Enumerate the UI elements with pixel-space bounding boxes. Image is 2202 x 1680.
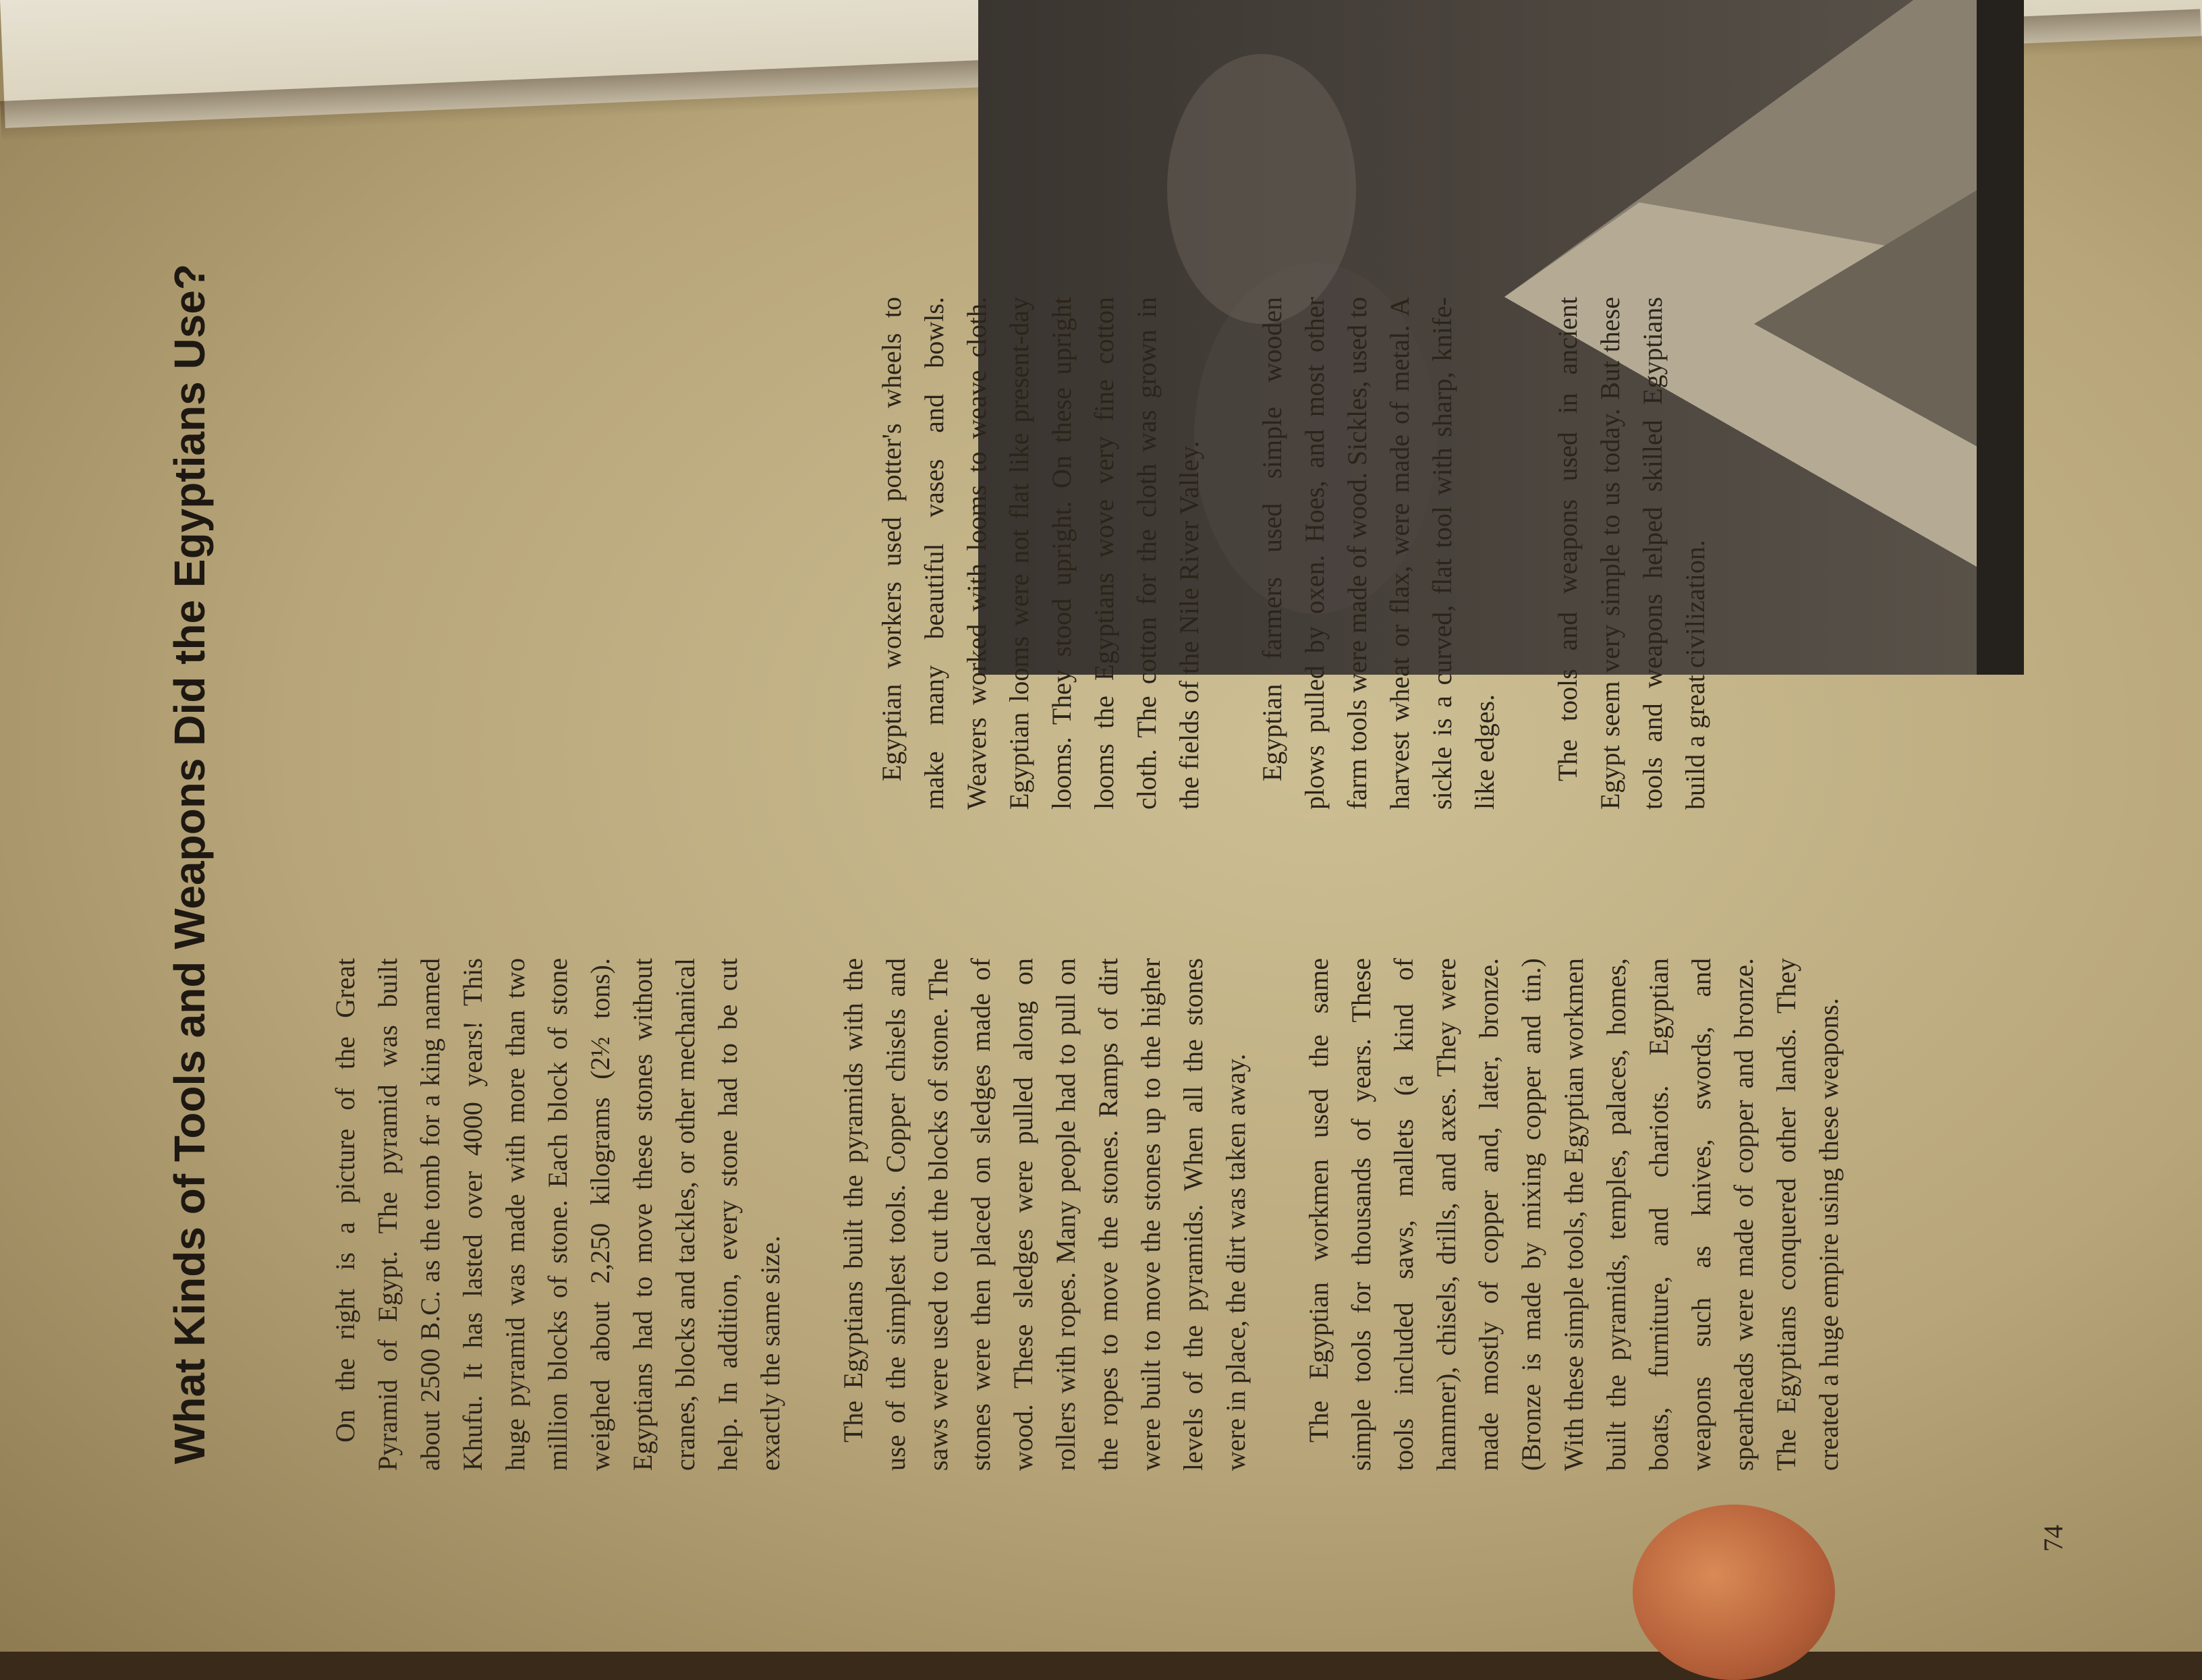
paragraph-farmers: Egyptian farmers used simple wooden plows pulled by oxen. Hoes, and most other farm tools were made of wood. Sickles, used to harvest wheat or flax, were made of metal. A sickle is a curved, flat tool with sharp, knife-like edges. xyxy=(1257,297,1500,810)
page-number: 74 xyxy=(2038,1525,2068,1552)
paragraph-great-pyramid: On the right is a picture of the Great Pyramid of Egypt. The pyramid was built about 2500 B.C. as the tomb for a king named Khufu. It has lasted over 4000 years! This huge pyramid was made with more than two million blocks of stone. Each block of stone weighed about 2,250 kilograms (2½ tons). Egyptians had to move these stones without cranes, blocks and tackles, or other mechanical help. In addition, every stone had to be cut exactly the same size. xyxy=(330,958,785,1471)
paragraph-conclusion: The tools and weapons used in ancient Egypt seem very simple to us today. But these tools and weapons helped skilled Egyptians build a great civilization. xyxy=(1552,297,1710,810)
textbook-page xyxy=(162,135,2118,1552)
page-title: What Kinds of Tools and Weapons Did the Egyptians Use? xyxy=(165,263,214,1464)
text-column-right xyxy=(870,297,2085,810)
text-column-left xyxy=(324,958,1844,1471)
finger-holding-page xyxy=(1633,1505,1835,1680)
paragraph-building-pyramids: The Egyptians built the pyramids with the use of the simplest tools. Copper chisels and saws were used to cut the blocks of stone. The stones were then placed on sledges made of wood. These sledges were pulled along on rollers with ropes. Many people had to pull on the ropes to move the stones. Ramps of dirt were built to move the stones up to the higher levels of the pyramids. When all the stones were in place, the dirt was taken away. xyxy=(838,958,1251,1471)
paragraph-potters-weavers: Egyptian workers used potter's wheels to make many beautiful vases and bowls. Weavers worked with looms to weave cloth. Egyptian looms were not flat like present-day looms. They stood upright. On these upright looms the Egyptians wove very fine cotton cloth. The cotton for the cloth was grown in the fields of the Nile River Valley. xyxy=(876,297,1204,810)
paragraph-tools-weapons: The Egyptian workmen used the same simple tools for thousands of years. These tools included saws, mallets (a kind of hammer), chisels, drills, and axes. They were made mostly of copper and, later, bronze. (Bronze is made by mixing copper and tin.) With these simple tools, the Egyptian workmen built the pyramids, temples, palaces, homes, boats, furniture, and chariots. Egyptian weapons such as knives, swords, and spearheads were made of copper and bronze. The Egyptians conquered other lands. They created a huge empire using these weapons. xyxy=(1303,958,1844,1471)
